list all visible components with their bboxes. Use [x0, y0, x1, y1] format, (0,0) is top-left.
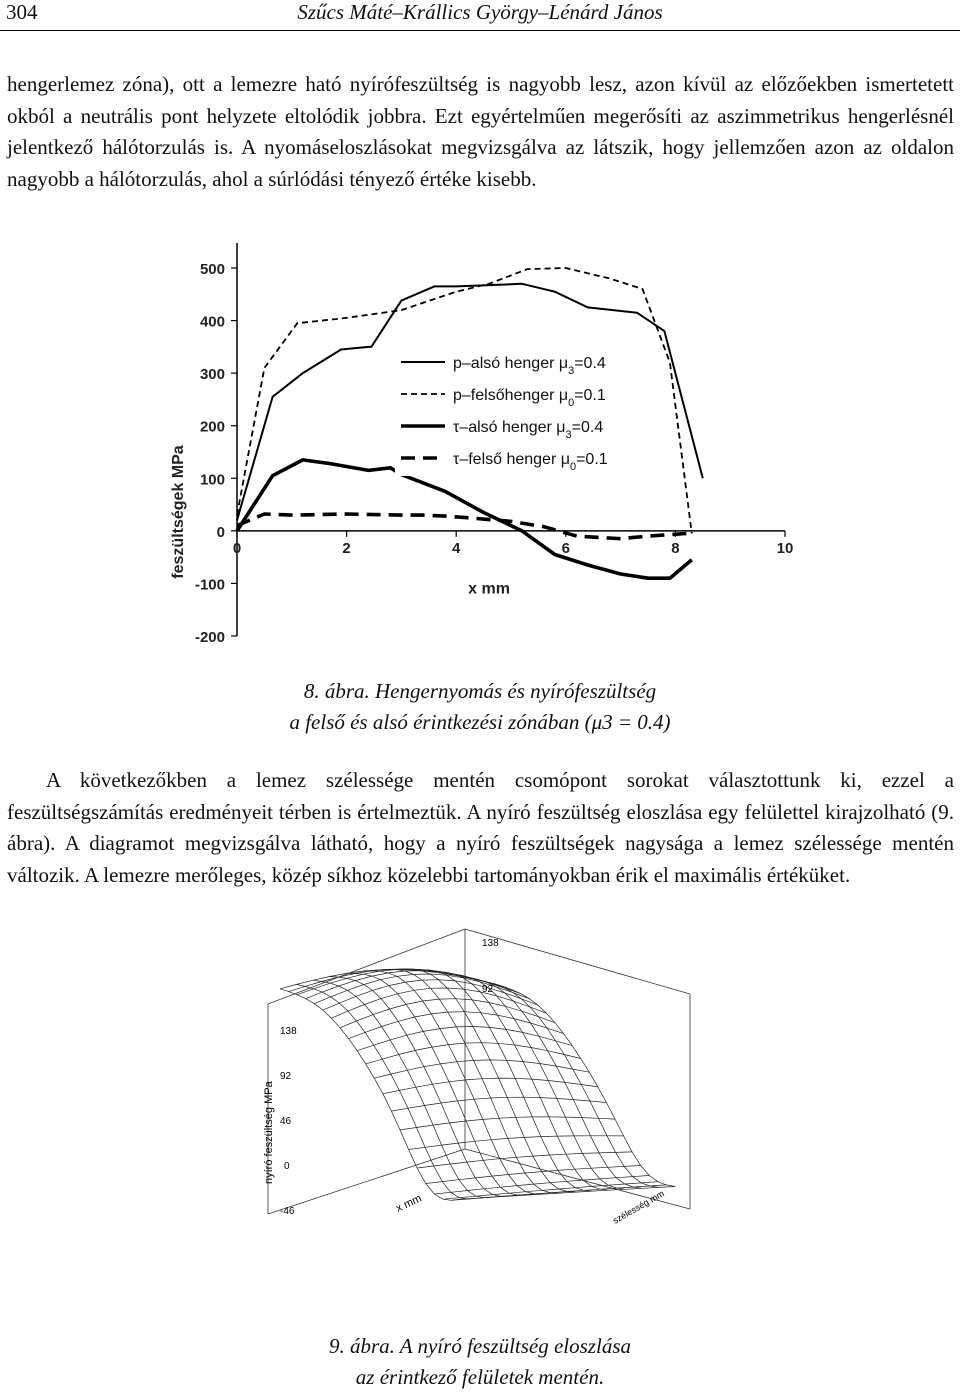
x-tick-label: 0: [232, 539, 242, 557]
z-axis-label: nyíró feszültség MPa: [263, 1081, 275, 1184]
chart-8-plot: [170, 243, 793, 646]
running-head: Szűcs Máté–Krállics György–Lénárd János: [297, 0, 663, 24]
y-tick-label: -100: [194, 576, 225, 594]
mesh-line: [331, 988, 546, 1018]
x-axis-label: x mm: [468, 580, 510, 598]
y-tick-label: 300: [199, 366, 225, 384]
figure-9-surface-plot: [250, 924, 710, 1324]
mesh-line: [462, 977, 642, 1189]
z-tick-label: 46: [280, 1116, 292, 1127]
z-tick-label: 138: [280, 1026, 297, 1037]
page-header: [0, 0, 960, 31]
mesh-line: [323, 980, 538, 1010]
mesh-line: [445, 974, 625, 1190]
y-tick-label: 500: [199, 261, 225, 278]
legend-label-1: p–alsó henger $\mu_3=0.4$: [453, 355, 606, 377]
z-tick-label: 92: [280, 1071, 292, 1082]
figure-8-caption-line-1: 8. ábra. Hengernyomás és nyírófeszültség: [303, 679, 657, 703]
x-tick-label: 8: [671, 539, 680, 557]
paragraph-2: A következőkben a lemez szélessége mentén csomópont sorokat választottunk ki, ezzel a feszültségszámítás eredményeit térben is értelmeztük. A nyíró feszültség eloszlása egy felülettel kirajzolható (9. ábra). A diagramot megvizsgálva látható, hogy a nyíró feszültségek nagysága a lemez szélessége mentén változik. A lemezre merőleges, közép síkhoz közelebbi tartományokban érik el maximális értéküket.: [7, 768, 954, 887]
back-tick-label: 138: [482, 938, 499, 949]
mesh-line: [363, 971, 543, 1194]
mesh-line: [297, 984, 477, 1199]
mesh-line: [280, 989, 460, 1201]
figure-9-caption-line-2: az érintkező felületek mentén.: [355, 1365, 605, 1389]
x-tick-label: 4: [452, 539, 461, 557]
y-tick-label: 200: [199, 418, 225, 436]
y-tick-label: 400: [199, 313, 225, 331]
y-tick-label: 0: [216, 523, 225, 541]
figure-9-caption: [0, 1331, 960, 1393]
legend-label-2: p–felsőhenger $\mu_0=0.1$: [453, 387, 606, 409]
mesh-line: [289, 969, 504, 992]
figure-8-chart: [165, 238, 815, 648]
surface-mesh: [280, 969, 675, 1200]
page-number: 304: [6, 0, 38, 24]
figure-8-caption-line-2: a felső és alsó érintkezési zónában (μ3 = 0.4): [289, 710, 671, 734]
mesh-line: [346, 973, 526, 1195]
series-line-4: [237, 514, 686, 539]
paragraph-1: hengerlemez zóna), ott a lemezre ható nyírófeszültség is nagyobb lesz, azon kívül az előzőekben ismertetett okból a neutrális pont helyzete eltolódik jobbra. Ezt egyértelműen megerősíti az aszimmetrikus hengerlésnél jelentkező hálótorzulás is. A nyomáseloszlásokat megvizsgálva az látszik, hogy jellemzően azon az oldalon nagyobb a hálótorzulás, ahol a súrlódási tényező értéke kisebb.: [7, 72, 954, 191]
x-tick-label: 6: [561, 539, 570, 557]
figure-9-caption-line-1: 9. ábra. A nyíró feszültség eloszlása: [329, 1334, 631, 1358]
x-tick-label: 10: [776, 539, 794, 557]
legend-label-3: τ–alsó henger $\mu_3=0.4$: [453, 419, 604, 441]
mesh-line: [479, 980, 659, 1187]
x-axis-label: x mm: [394, 1192, 424, 1215]
y-tick-label: -200: [194, 629, 225, 646]
y-tick-label: 100: [199, 471, 225, 489]
legend-label-4: τ–felső henger $\mu_0=0.1$: [453, 451, 608, 473]
y-axis-label: feszültségek MPa: [170, 445, 187, 579]
y-axis-label: szélesség mm: [611, 1188, 666, 1226]
mesh-line: [313, 980, 493, 1197]
x-tick-label: 2: [342, 539, 351, 557]
figure-8-caption: [0, 676, 960, 738]
back-tick-label: 92: [482, 984, 494, 995]
z-tick-label: 0: [284, 1161, 290, 1172]
z-tick-label: -46: [280, 1206, 295, 1217]
